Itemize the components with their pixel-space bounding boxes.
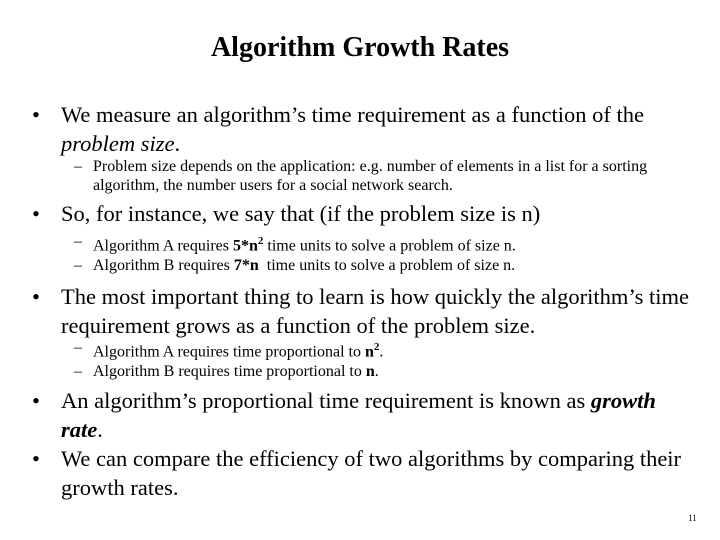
bullet-2-text: So, for instance, we say that (if the problem size is n) [61, 201, 541, 226]
bullet-5-text: We can compare the efficiency of two algorithms by comparing their growth rates. [61, 446, 682, 500]
bullet-1-text: We measure an algorithm’s time requirement as a function of the problem size. [61, 102, 644, 156]
dash-marker: – [74, 339, 82, 356]
slide-title: Algorithm Growth Rates [210, 32, 510, 63]
bullet-marker: • [32, 284, 40, 309]
dash-marker: – [74, 257, 82, 274]
sub-bullet-1-1-text: Problem size depends on the application: e.g. number of elements in a list for a sorting algorithm, the number users for a social network search. [93, 158, 648, 194]
dash-marker: – [74, 233, 82, 250]
bullet-marker: • [32, 102, 40, 127]
formula-a: 5*n [232, 237, 258, 255]
page-number: 11 [688, 513, 697, 523]
dash-marker: – [74, 158, 82, 175]
bullet-marker: • [32, 446, 40, 471]
bullet-4-text: An algorithm’s proportional time requirement is known as growth rate. [61, 388, 656, 442]
bullet-marker: • [32, 201, 40, 226]
dash-marker: – [74, 363, 82, 380]
sub-bullet-3-1-text: Algorithm A requires time proportional to $n^2$. [93, 341, 384, 361]
growth-n: n [365, 363, 375, 380]
sub-bullet-3-2-text: Algorithm B requires time proportional to n. [93, 363, 379, 380]
bullet-3-text: The most important thing to learn is how quickly the algorithm’s time requirement grows as a function of the problem size. [61, 284, 690, 338]
sub-bullet-2-1-text: Algorithm A requires $5*n^2$ time units to solve a problem of size n. [93, 235, 516, 255]
emphasis-growth-rate: growth rate [61, 388, 656, 442]
sub-bullet-2-2-text: Algorithm B requires 7*n time units to solve a problem of size n. [93, 257, 516, 274]
growth-n-squared: n [364, 343, 374, 361]
formula-b: 7*n [233, 257, 259, 274]
bullet-marker: • [32, 388, 40, 413]
emphasis-problem-size: problem size [61, 131, 175, 156]
